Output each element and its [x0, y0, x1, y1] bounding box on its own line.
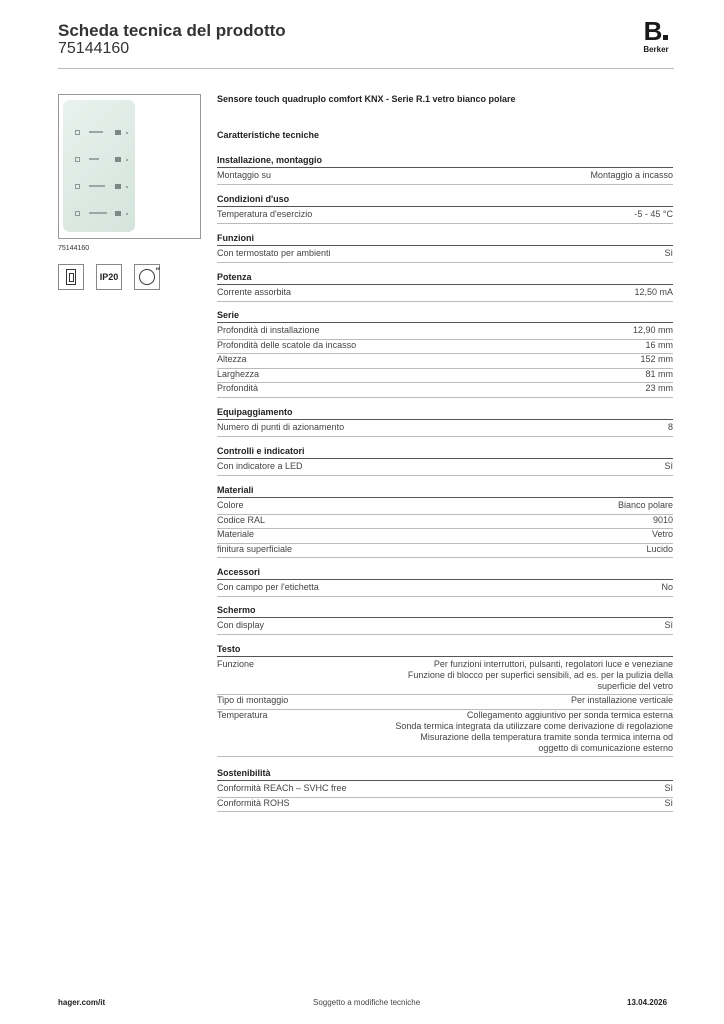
spec-row — [217, 461, 673, 476]
spec-group-title: Serie — [217, 310, 673, 323]
spec-row — [217, 354, 673, 369]
spec-group-title: Sostenibilità — [217, 768, 673, 781]
spec-value — [668, 422, 673, 433]
spec-label: Tipo di montaggio — [217, 695, 289, 705]
thermostat-icon — [134, 264, 160, 290]
spec-label: Profondità delle scatole da incasso — [217, 339, 357, 350]
spec-value — [633, 325, 673, 336]
spec-value-line: Per installazione verticale — [570, 695, 673, 705]
spec-label: Codice RAL — [217, 514, 266, 525]
touch-sensor-plate — [63, 100, 135, 232]
spec-group-title: Potenza — [217, 272, 673, 285]
spec-label: Larghezza — [217, 368, 260, 379]
spec-value-line: -5 - 45 °C — [634, 209, 673, 219]
spec-row — [217, 582, 673, 597]
ip20-badge: IP20 — [96, 264, 122, 290]
spec-row — [217, 529, 673, 544]
spec-value — [653, 515, 673, 526]
product-name: Sensore touch quadruplo comfort KNX - Serie R.1 vetro bianco polare — [217, 94, 516, 104]
spec-value — [646, 544, 673, 555]
spec-value-line: superficie del vetro — [597, 681, 673, 691]
spec-value — [664, 620, 673, 631]
spec-group-title: Installazione, montaggio — [217, 155, 673, 168]
spec-value — [634, 287, 673, 298]
specs-title: Caratteristiche tecniche — [217, 130, 320, 140]
spec-value-line: Bianco polare — [617, 500, 673, 510]
spec-value — [640, 354, 673, 365]
product-image — [58, 94, 201, 239]
spec-label: Materiale — [217, 529, 255, 540]
spec-value-line: Sì — [664, 620, 673, 630]
spec-value-line: Misurazione della temperatura tramite sonda termica interna od — [420, 731, 673, 742]
spec-label: Temperatura — [217, 709, 268, 720]
spec-value — [664, 783, 673, 794]
spec-row — [217, 325, 673, 340]
spec-value-line: No — [661, 582, 673, 592]
spec-value — [590, 170, 673, 181]
spec-label: Conformità REACh – SVHC free — [217, 783, 347, 793]
footer-website: hager.com/it — [58, 998, 106, 1007]
spec-label: Con termostato per ambienti — [217, 248, 331, 258]
spec-value-line: Sì — [664, 461, 673, 471]
spec-label: Montaggio su — [217, 170, 272, 180]
spec-row — [217, 287, 673, 302]
spec-value — [645, 340, 673, 351]
spec-label: Colore — [217, 500, 244, 510]
spec-value — [664, 461, 673, 472]
spec-value — [618, 500, 673, 511]
spec-value-line: Vetro — [651, 529, 673, 540]
document-code: 75144160 — [58, 40, 130, 57]
product-image-code: 75144160 — [58, 245, 90, 252]
logo-text: Berker — [643, 45, 669, 54]
spec-group-title: Condizioni d'uso — [217, 194, 673, 207]
spec-row — [217, 783, 673, 798]
spec-label: Con display — [217, 620, 265, 630]
spec-row — [217, 659, 673, 695]
spec-label: Profondità di installazione — [217, 325, 320, 335]
spec-value — [664, 798, 673, 809]
spec-value — [664, 248, 673, 259]
berker-logo — [636, 18, 676, 56]
logo-letter: B — [636, 18, 676, 44]
spec-row — [217, 798, 673, 813]
spec-label: Corrente assorbita — [217, 287, 292, 297]
spec-row — [217, 248, 673, 263]
spec-row — [217, 170, 673, 185]
spec-group-title: Funzioni — [217, 233, 673, 246]
spec-row — [217, 710, 673, 757]
spec-group-title: Accessori — [217, 567, 673, 580]
spec-label: Profondità — [217, 383, 259, 394]
spec-value — [661, 582, 673, 593]
spec-row — [217, 500, 673, 515]
header-divider — [58, 68, 674, 69]
spec-label: finitura superficiale — [217, 543, 293, 554]
spec-label: Altezza — [217, 354, 247, 365]
spec-value-line: 152 mm — [640, 354, 673, 365]
spec-row — [217, 422, 673, 437]
spec-value — [652, 529, 673, 540]
spec-value-line: 9010 — [652, 514, 673, 525]
spec-value-line: 8 — [667, 422, 673, 432]
footer-notice: Soggetto a modifiche tecniche — [313, 998, 421, 1007]
spec-row — [217, 620, 673, 635]
spec-value-line: Sì — [664, 248, 673, 258]
spec-value-line: Funzione di blocco per superfici sensibili, ad es. per la pulizia della — [407, 670, 673, 680]
spec-value-line: Per funzioni interruttori, pulsanti, regolatori luce e veneziane — [433, 659, 673, 669]
spec-value-line: 16 mm — [645, 339, 673, 350]
spec-value-line: Collegamento aggiuntivo per sonda termica esterna — [466, 709, 673, 720]
spec-group-title: Controlli e indicatori — [217, 446, 673, 459]
spec-label: Funzione — [217, 659, 255, 669]
spec-value-line: Sonda termica integrata da utilizzare come derivazione di regolazione — [395, 720, 673, 731]
spec-value-line: Sì — [664, 797, 673, 808]
spec-label: Conformità ROHS — [217, 797, 290, 808]
spec-value — [571, 695, 673, 706]
spec-group-title: Equipaggiamento — [217, 407, 673, 420]
spec-value — [645, 369, 673, 380]
spec-value-line: Montaggio a incasso — [590, 170, 673, 180]
knx-icon — [58, 264, 84, 290]
spec-row — [217, 383, 673, 398]
spec-row — [217, 369, 673, 384]
spec-row — [217, 695, 673, 710]
spec-row — [217, 515, 673, 530]
spec-group-title: Schermo — [217, 605, 673, 618]
spec-value — [408, 659, 673, 692]
spec-value-line: 23 mm — [645, 383, 673, 394]
spec-group-title: Testo — [217, 644, 673, 657]
footer-date: 13.04.2026 — [627, 998, 668, 1007]
spec-value — [645, 383, 673, 394]
spec-value-line: Lucido — [646, 543, 673, 554]
spec-label: Numero di punti di azionamento — [217, 422, 345, 432]
spec-value-line: 12,50 mA — [634, 287, 673, 297]
spec-value-line: Sì — [664, 783, 673, 793]
spec-group-title: Materiali — [217, 485, 673, 498]
spec-value — [634, 209, 673, 220]
spec-label: Temperatura d'esercizio — [217, 209, 313, 219]
spec-row — [217, 340, 673, 355]
spec-label: Con campo per l'etichetta — [217, 582, 319, 592]
spec-label: Con indicatore a LED — [217, 461, 303, 471]
spec-value — [395, 710, 673, 754]
spec-value-line: 81 mm — [645, 368, 673, 379]
spec-row — [217, 209, 673, 224]
document-title: Scheda tecnica del prodotto — [58, 21, 286, 40]
spec-row — [217, 544, 673, 559]
spec-value-line: 12,90 mm — [632, 325, 673, 335]
spec-value-line: oggetto di comunicazione esterno — [538, 742, 673, 753]
